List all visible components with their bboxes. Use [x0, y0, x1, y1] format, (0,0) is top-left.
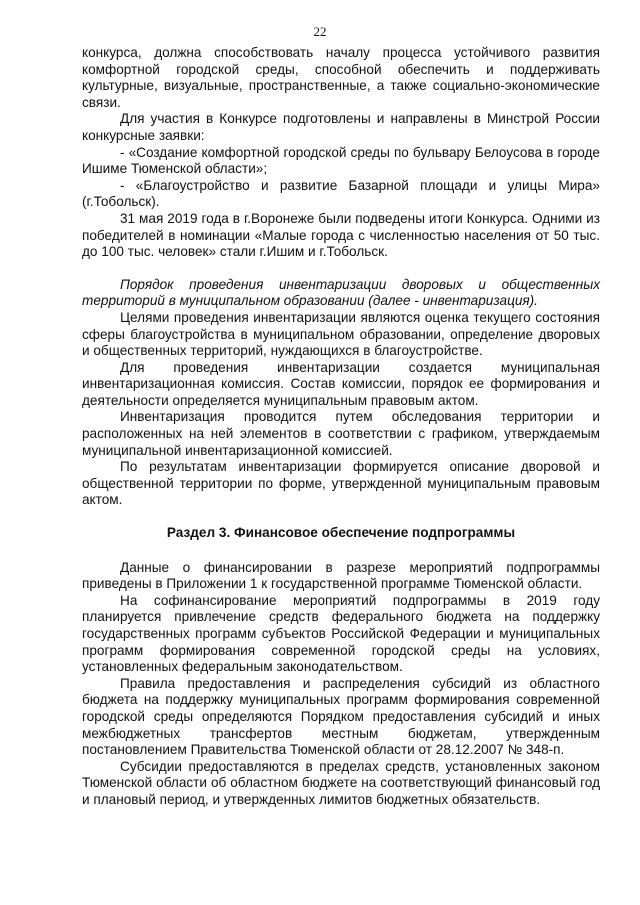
- paragraph-subsidy-limits: Субсидии предоставляются в пределах средств, установленных законом Тюменской области об областном бюджете на соответствующий финансовый год и плановый период, и утвержденных лимитов бюджетных обязательств.: [82, 758, 600, 807]
- paragraph-subsidy-rules: Правила предоставления и распределения субсидий из областного бюджета на поддержку муниципальных программ формирования современной городской среды определяются Порядком предоставления субсидий и иных межбюджетных трансфертов местным бюджетам, утвержденным постановлением Правительства Тюменской области от 28.12.2007 № 348-п.: [82, 675, 600, 758]
- paragraph-competition-results: 31 мая 2019 года в г.Воронеже были подведены итоги Конкурса. Одними из победителей в номинации «Малые города с численностью населения от 50 тыс. до 100 тыс. человек» стали г.Ишим и г.Тобольск.: [82, 210, 600, 260]
- paragraph-inventory-commission: Для проведения инвентаризации создается муниципальная инвентаризационная комиссия. Состав комиссии, порядок ее формирования и деятельности определяется муниципальным правовым актом.: [82, 359, 600, 408]
- paragraph-inventory-goals: Целями проведения инвентаризации являются оценка текущего состояния сферы благоустройства в муниципальном образовании, определение дворовых и общественных территорий, нуждающихся в благоустройстве.: [82, 309, 600, 359]
- page-number: 22: [313, 24, 327, 39]
- document-body: [82, 45, 600, 809]
- paragraph-inventory-method: Инвентаризация проводится путем обследования территории и расположенных на ней элементов в соответствии с графиком, утверждаемым муниципальной инвентаризационной комиссией.: [82, 409, 600, 458]
- paragraph-inventory-procedure-title: Порядок проведения инвентаризации дворовых и общественных территорий в муниципальном образовании (далее - инвентаризация).: [82, 276, 600, 309]
- paragraph-federal-cofinancing: На софинансирование мероприятий подпрограммы в 2019 году планируется привлечение средств федерального бюджета на поддержку государственных программ субъектов Российской Федерации и муниципальных программ формирования современной городской среды на условиях, установленных федеральным законодательством.: [82, 592, 600, 675]
- paragraph-inventory-results: По результатам инвентаризации формируется описание дворовой и общественной территории по форме, утвержденной муниципальным правовым актом.: [82, 459, 600, 508]
- list-item-ishim-application: - «Создание комфортной городской среды по бульвару Белоусова в городе Ишиме Тюменской области»;: [82, 144, 600, 177]
- paragraph-financing-data: Данные о финансировании в разрезе мероприятий подпрограммы приведены в Приложении 1 к государственной программе Тюменской области.: [82, 559, 600, 592]
- paragraph-applications-intro: Для участия в Конкурсе подготовлены и направлены в Минстрой России конкурсные заявки:: [82, 111, 600, 143]
- list-item-tobolsk-application: - «Благоустройство и развитие Базарной площади и улицы Мира» (г.Тобольск).: [82, 177, 600, 210]
- paragraph-competition-goal: конкурса, должна способствовать началу процесса устойчивого развития комфортной городской среды, способной обеспечить и поддерживать культурные, визуальные, пространственные, а также социально-экономические связи.: [82, 45, 600, 110]
- section-3-heading: Раздел 3. Финансовое обеспечение подпрограммы: [166, 525, 516, 541]
